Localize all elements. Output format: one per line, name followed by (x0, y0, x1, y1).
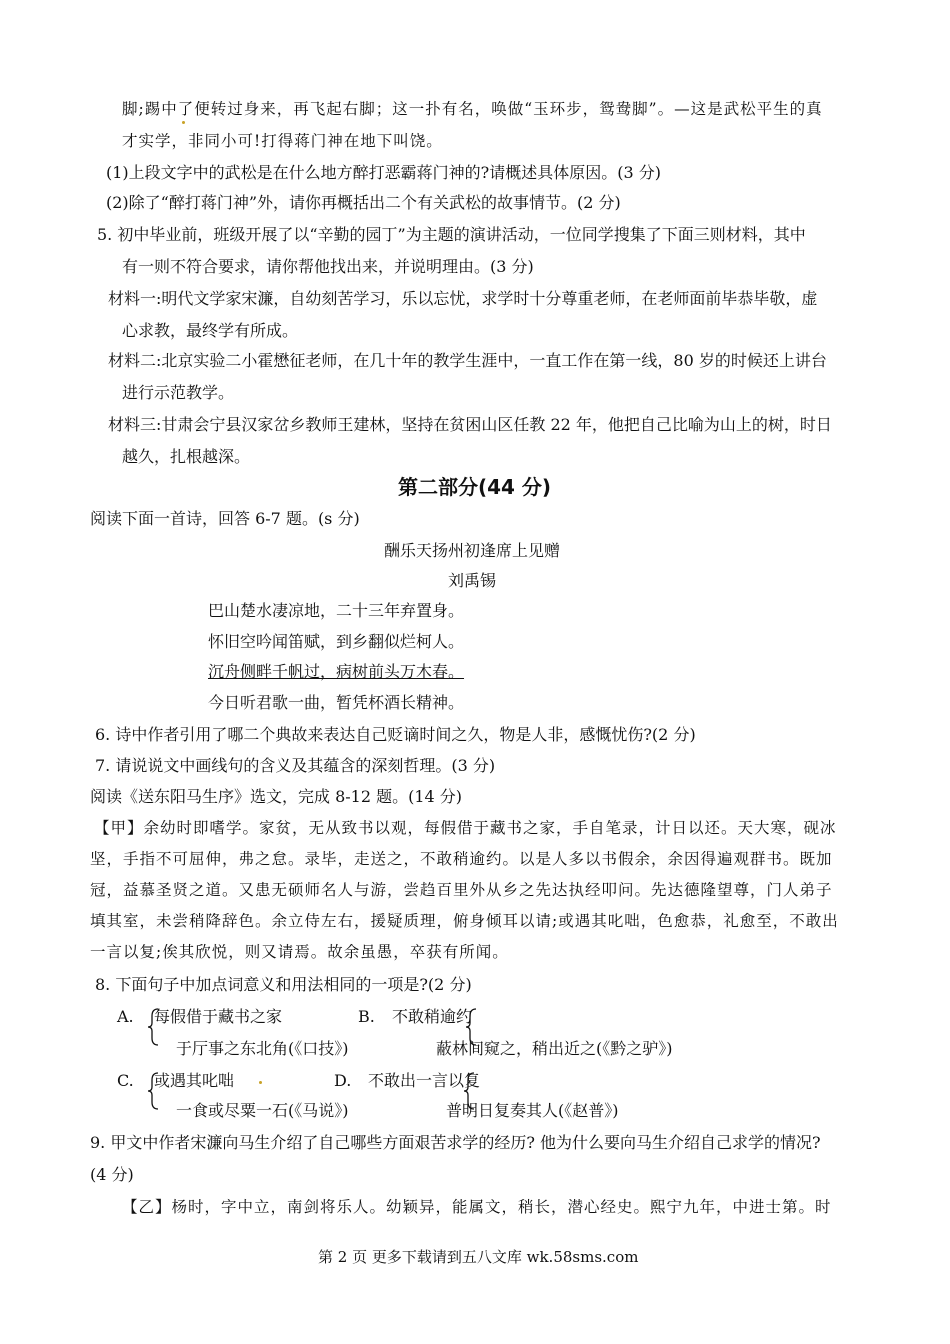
question-9-cont: (4 分) (90, 1165, 134, 1184)
poem-line: 怀旧空吟闻笛赋，到乡翻似烂柯人。 (208, 632, 465, 651)
poem-line: 今日听君歌一曲，暂凭杯酒长精神。 (208, 693, 465, 712)
section-title: 第二部分(44 分) (398, 475, 552, 499)
poem-line-underlined: 沉舟侧畔千帆过，病树前头万木春。 (208, 662, 465, 681)
jia-line: 【甲】余幼时即嗜学。家贫，无从致书以观，每假借于藏书之家，手自笔录，计日以还。天大寒，砚冰 (94, 819, 837, 837)
material-3-cont: 越久，扎根越深。 (122, 447, 251, 466)
poem-title: 酬乐天扬州初逢席上见赠 (384, 541, 561, 560)
option-d-label: D. (334, 1071, 352, 1090)
jia-line: 一言以复;俟其欣悦，则又请焉。故余虽愚，卒获有所闻。 (90, 943, 509, 961)
question-4-1: (1)上段文字中的武松是在什么地方醉打恶霸蒋门神的?请概述具体原因。(3 分) (106, 163, 661, 182)
option-a-label: A. (117, 1007, 134, 1026)
poem-intro: 阅读下面一首诗，回答 6-7 题。(s 分) (90, 509, 360, 528)
material-1: 材料一:明代文学家宋濂，自幼刻苦学习，乐以忘忧，求学时十分尊重老师，在老师面前毕恭毕敬，虚 (108, 289, 818, 308)
reading-intro: 阅读《送东阳马生序》选文，完成 8-12 题。(14 分) (90, 787, 463, 806)
poem-line: 巴山楚水凄凉地，二十三年弃置身。 (208, 601, 465, 620)
option-c-label: C. (117, 1071, 134, 1090)
emphasis-dot (259, 1081, 262, 1084)
poem-author: 刘禹锡 (448, 571, 497, 590)
question-4-2: (2)除了“醉打蒋门神”外，请你再概括出二个有关武松的故事情节。(2 分) (106, 193, 621, 212)
question-7: 7. 请说说文中画线句的含义及其蕴含的深刻哲理。(3 分) (95, 756, 496, 775)
question-6: 6. 诗中作者引用了哪二个典故来表达自己贬谪时间之久，物是人非，感慨忧伤?(2 分) (95, 725, 696, 744)
option-d-1: 不敢出一言以复 (368, 1071, 481, 1090)
material-3: 材料三:甘肃会宁县汉家岔乡教师王建林，坚持在贫困山区任教 22 年，他把自己比喻为山上的树，时日 (108, 415, 832, 434)
question-9: 9. 甲文中作者宋濂向马生介绍了自己哪些方面艰苦求学的经历? 他为什么要向马生介绍自己求学的情况? (90, 1133, 821, 1152)
question-5: 5. 初中毕业前，班级开展了以“辛勤的园丁”为主题的演讲活动，一位同学搜集了下面三则材料，其中 (97, 225, 806, 244)
jia-line: 冠，益慕圣贤之道。又患无硕师名人与游，尝趋百里外从乡之先达执经叩问。先达德隆望尊，门人弟子 (90, 881, 833, 899)
material-1-cont: 心求教，最终学有所成。 (122, 321, 299, 340)
passage-line: 脚;踢中了便转过身来，再飞起右脚；这一扑有名，唤做“玉环步，鸳鸯脚”。—这是武松平生的真 (122, 100, 823, 118)
option-c-1: 或遇其叱咄 (154, 1071, 235, 1090)
option-a-1: 每假借于藏书之家 (154, 1007, 283, 1026)
option-b-1: 不敢稍逾约 (392, 1007, 473, 1026)
option-c-2: 一食或尽粟一石(《马说》) (176, 1101, 349, 1120)
jia-line: 坚，手指不可屈伸，弗之怠。录毕，走送之，不敢稍逾约。以是人多以书假余，余因得遍观群书。既加 (90, 850, 833, 868)
emphasis-dot (182, 121, 185, 124)
option-b-label: B. (358, 1007, 375, 1026)
material-2-cont: 进行示范教学。 (122, 383, 235, 402)
passage-line: 才实学，非同小可!打得蒋门神在地下叫饶。 (122, 132, 443, 150)
yi-line: 【乙】杨时，字中立，南剑将乐人。幼颖异，能属文，稍长，潜心经史。熙宁九年，中进士第。时 (122, 1198, 832, 1216)
page-footer: 第 2 页 更多下载请到五八文库 wk.58sms.com (318, 1248, 639, 1266)
option-a-2: 于厅事之东北角(《口技》) (176, 1039, 349, 1058)
jia-line: 填其室，未尝稍降辞色。余立侍左右，援疑质理，俯身倾耳以请;或遇其叱咄，色愈恭，礼愈至，不敢出 (90, 912, 839, 930)
question-8: 8. 下面句子中加点词意义和用法相同的一项是?(2 分) (95, 975, 472, 994)
question-5-cont: 有一则不符合要求，请你帮他找出来，并说明理由。(3 分) (122, 257, 534, 276)
option-d-2: 普明日复奏其人(《赵普》) (446, 1101, 619, 1120)
material-2: 材料二:北京实验二小霍懋征老师，在几十年的教学生涯中，一直工作在第一线，80 岁的时候还上讲台 (108, 351, 827, 370)
option-b-2: 蔽林间窥之，稍出近之(《黔之驴》) (436, 1039, 673, 1058)
